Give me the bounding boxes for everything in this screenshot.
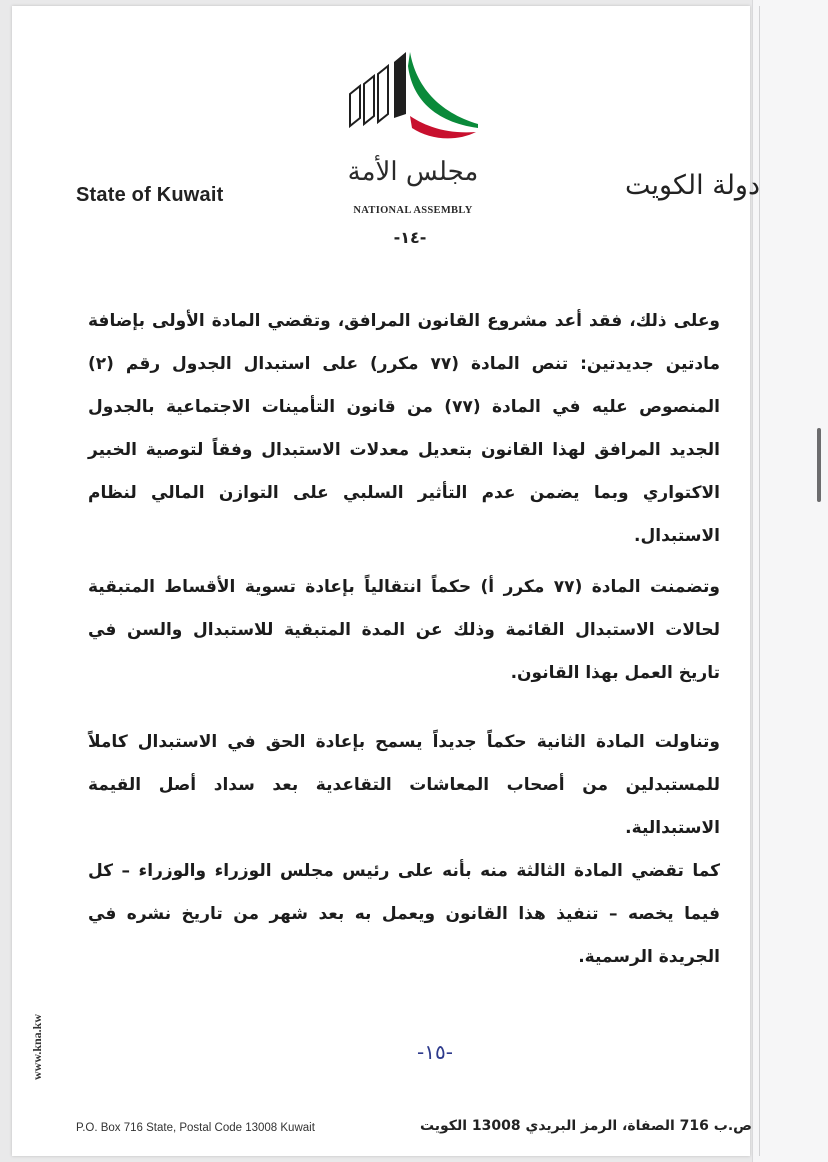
viewer-side-panel <box>752 0 828 1162</box>
logo-red-swoosh <box>410 116 476 138</box>
scrollbar-thumb[interactable] <box>817 428 821 502</box>
paragraph: وعلى ذلك، فقد أعد مشروع القانون المرافق، وتقضي المادة الأولى بإضافة مادتين جديدتين: تنص المادة (٧٧ مكرر) على استبدال الجدول رقم (٢) المنصوص عليه في المادة (٧٧) من قانون التأمينات الاجتماعية بالجدول الجديد المرافق لهذا القانون بتعديل معدلات الاستبدال وفقاً لتوصية الخبير الاكتواري وبما يضمن عدم التأثير السلبي على التوازن المالي لنظام الاستبدال. <box>88 311 721 546</box>
website-url <box>30 1060 45 1080</box>
header-english-title: State of Kuwait <box>76 184 224 206</box>
footer-english-address: P.O. Box 716 State, Postal Code 13008 Kuwait <box>76 1122 315 1134</box>
logo-english-text: NATIONAL ASSEMBLY <box>353 205 473 216</box>
paragraph: وتناولت المادة الثانية حكماً جديداً يسمح بإعادة الحق في الاستبدال كاملاً للمستبدلين من أصحاب المعاشات التقاعدية بعد سداد أصل القيمة الاستبدالية. <box>88 732 720 838</box>
handwritten-page-number: -١٥- <box>417 1040 453 1064</box>
logo-green-swoosh <box>408 52 478 128</box>
header-arabic-title: دولة الكويت <box>625 170 760 201</box>
national-assembly-logo <box>338 46 488 226</box>
document-body <box>88 300 720 979</box>
paragraph: وتضمنت المادة (٧٧ مكرر أ) حكماً انتقالياً بإعادة تسوية الأقساط المتبقية لحالات الاستبدال القائمة وذلك عن المدة المتبقية للاستبدال والسن في تاريخ العمل بهذا القانون. <box>88 577 721 683</box>
footer-arabic-address: ص.ب 716 الصفاة، الرمز البريدي 13008 الكويت <box>419 1118 752 1134</box>
logo-arabic-text: مجلس الأمة <box>347 157 479 187</box>
page-number-top: -١٤- <box>393 228 427 247</box>
paragraph: كما تقضي المادة الثالثة منه بأنه على رئيس مجلس الوزراء والوزراء – كل فيما يخصه – تنفيذ هذا القانون ويعمل به بعد شهر من تاريخ نشره في الجريدة الرسمية. <box>88 861 720 967</box>
